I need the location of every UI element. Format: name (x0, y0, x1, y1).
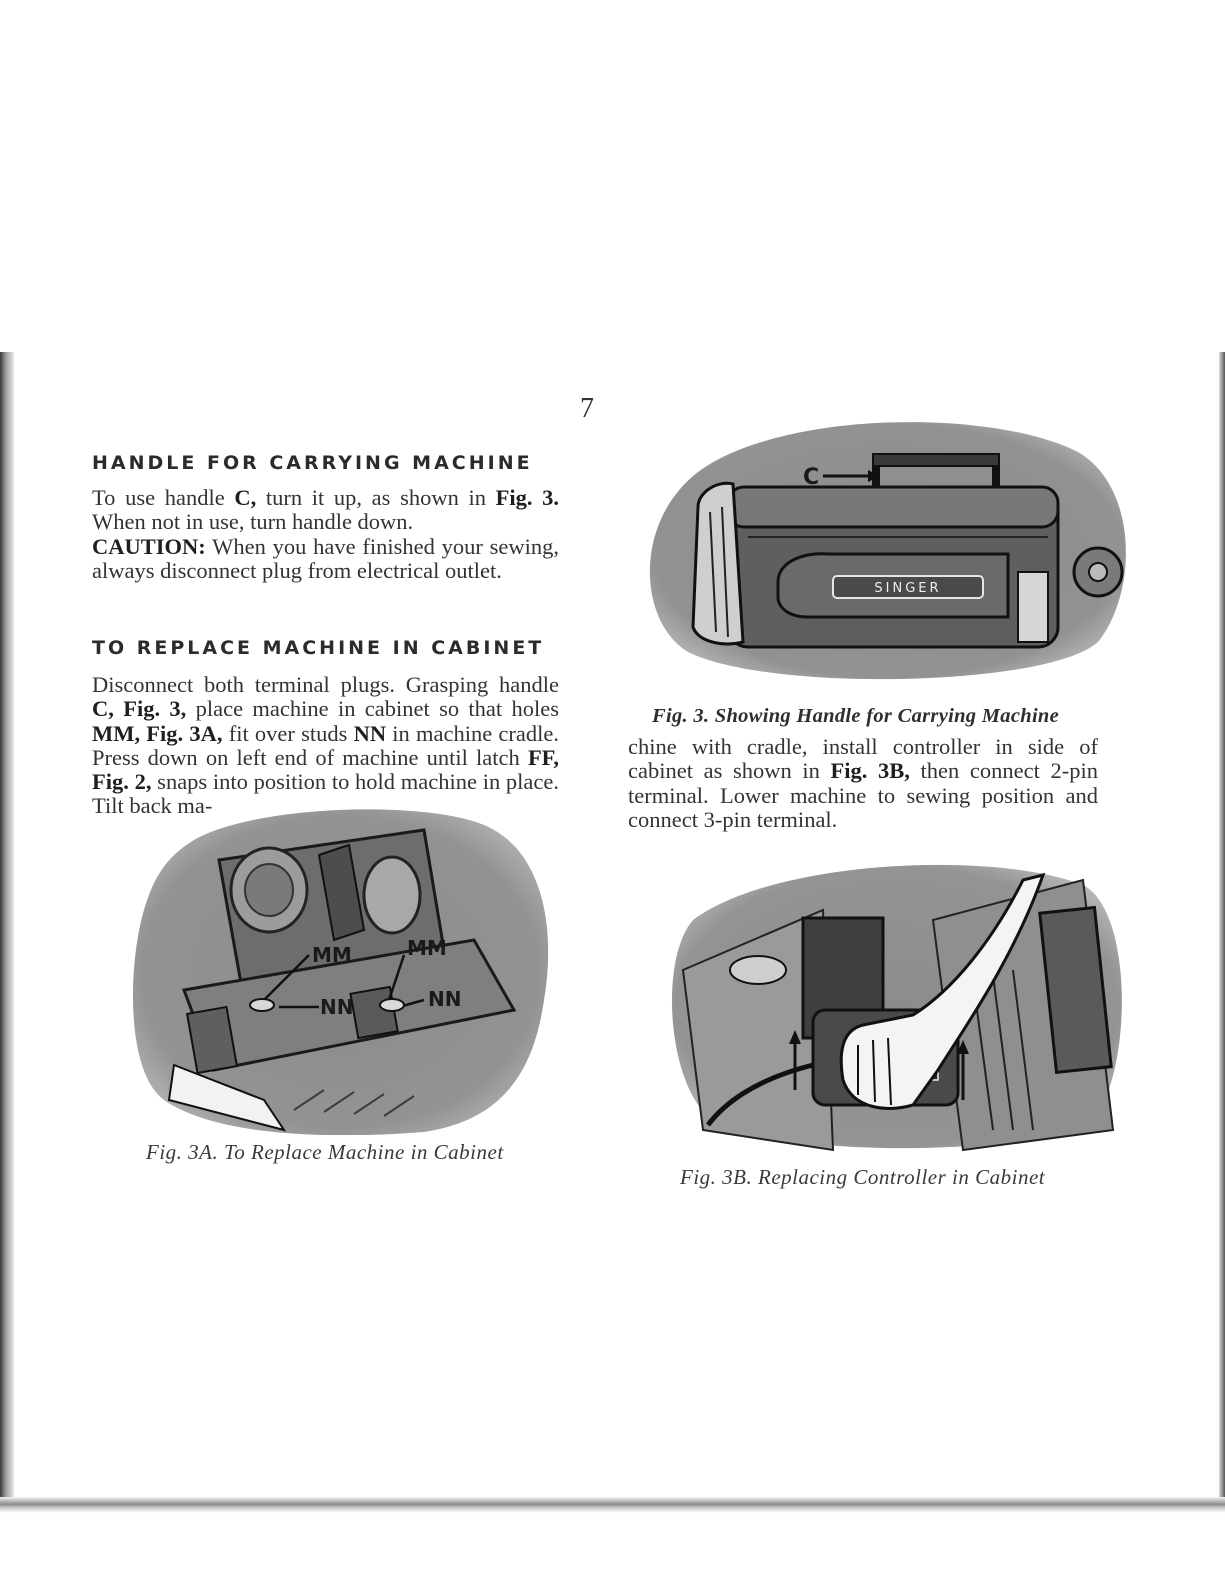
ref-fig-3b: Fig. 3B, (830, 758, 910, 784)
figure-3-illustration (628, 412, 1138, 687)
paragraph-replace-machine (92, 673, 559, 819)
paragraph-handle-usage (92, 486, 559, 583)
text-run: fit over studs (222, 720, 354, 746)
heading-replace-machine: TO REPLACE MACHINE IN CABINET (92, 637, 545, 659)
text-run: then connect 2-pin terminal. Lower machine to sewing position and connect 3-pin terminal. (628, 758, 1098, 832)
text-run: Disconnect both terminal plugs. Grasping handle (92, 672, 559, 697)
ref-holes-mm: MM, Fig. 3A, (92, 720, 223, 746)
ref-handle-c: C, (234, 485, 257, 510)
ref-latch-ff: FF, Fig. 2, (92, 744, 559, 795)
text-run: When not in use, turn handle down. (92, 509, 414, 535)
ref-fig-3: Fig. 3. (495, 485, 560, 510)
caution-label: CAUTION: (92, 533, 206, 559)
scan-edge-left (0, 352, 14, 1497)
scan-edge-right (1219, 352, 1225, 1512)
figure-3a-illustration (124, 800, 556, 1135)
text-run: place machine in cabinet so that holes (186, 696, 559, 722)
label-mm-right: MM (407, 936, 447, 960)
text-run: chine with cradle, install controller in side of cabinet as shown in (628, 734, 1098, 784)
figure-3b-illustration (663, 850, 1133, 1155)
text-run: To use handle (92, 485, 235, 510)
text-run: snaps into position to hold machine in place. Tilt back ma- (92, 769, 559, 819)
label-nn-left: NN (320, 995, 354, 1019)
text-run: in machine cradle. Press down on left end of machine until latch (92, 720, 560, 770)
heading-handle-carrying: HANDLE FOR CARRYING MACHINE (92, 452, 533, 474)
caption-fig-3: Fig. 3. Showing Handle for Carrying Machine (652, 705, 1060, 727)
singer-nameplate: SINGER (874, 581, 942, 596)
label-nn-right: NN (428, 987, 462, 1011)
ref-studs-nn: NN (353, 720, 387, 746)
label-handle-c: C (803, 465, 820, 490)
label-mm-left: MM (312, 943, 352, 967)
page-number: 7 (580, 393, 594, 424)
caption-fig-3a: Fig. 3A. To Replace Machine in Cabinet (146, 1140, 504, 1164)
scan-edge-bottom (0, 1497, 1225, 1513)
caption-fig-3b: Fig. 3B. Replacing Controller in Cabinet (680, 1165, 1046, 1189)
text-run: When you have finished your sewing, always disconnect plug from electrical outlet. (92, 533, 559, 583)
ref-handle-c-fig3: C, Fig. 3, (92, 696, 187, 722)
text-run: turn it up, as shown in (256, 485, 496, 510)
paragraph-replace-machine-continued (628, 735, 1098, 832)
